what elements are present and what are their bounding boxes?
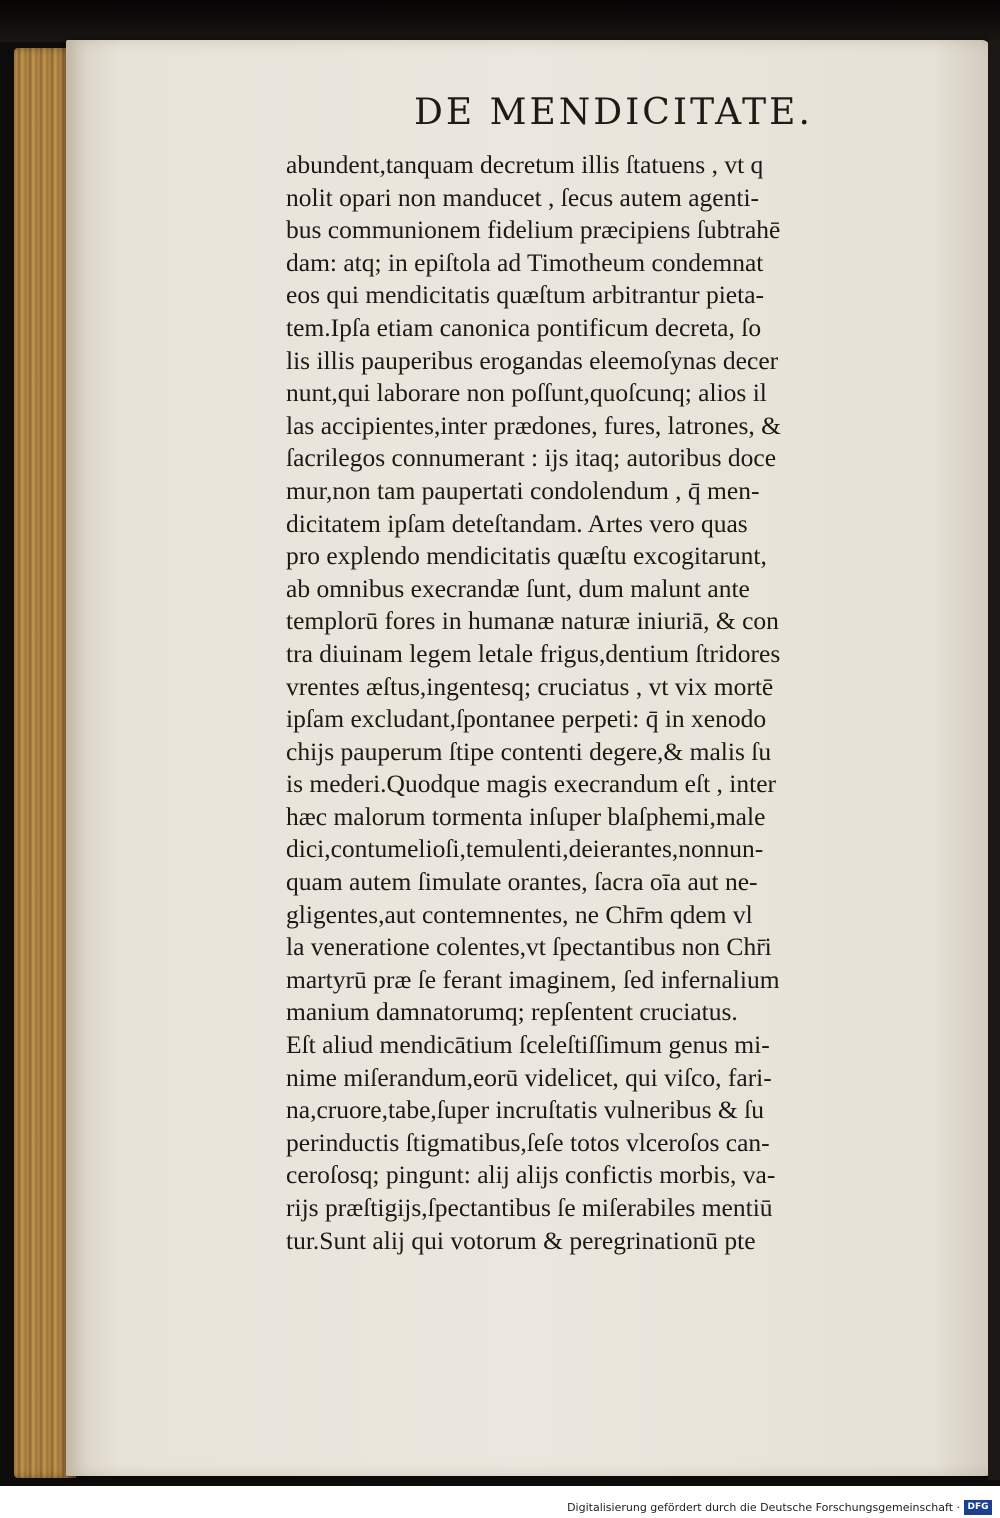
text-line: mur,non tam paupertati condolendum , q̄ men- xyxy=(286,475,760,505)
text-line: hæc malorum tormenta inſuper blaſphemi,male xyxy=(286,801,766,831)
text-line: dam: atq; in epiſtola ad Timotheum condemnat xyxy=(286,247,764,277)
text-line: lis illis pauperibus erogandas eleemoſynas decer xyxy=(286,345,779,375)
text-line: ipſam excludant,ſpontanee perpeti: q̄ in xenodo xyxy=(286,704,767,734)
text-line: las accipientes,inter prædones, fures, latrones, & xyxy=(286,410,781,440)
text-line: manium damnatorumq; repſentent cruciatus. xyxy=(286,997,738,1027)
text-line: ab omnibus execrandæ ſunt, dum malunt ante xyxy=(286,573,750,603)
text-line: chijs pauperum ſtipe contenti degere,& malis ſu xyxy=(286,736,772,766)
text-line: ſacrilegos connumerant : ijs itaq; autoribus doce xyxy=(286,443,777,473)
text-line: na,cruore,tabe,ſuper incruſtatis vulneribus & ſu xyxy=(286,1095,764,1125)
text-line: tem.Ipſa etiam canonica pontificum decreta, ſo xyxy=(286,312,762,342)
text-line: Eſt aliud mendicātium ſceleſtiſſimum genus mi- xyxy=(286,1030,770,1060)
text-line: rijs præſtigijs,ſpectantibus ſe miſerabiles mentiū xyxy=(286,1193,773,1222)
top-shadow xyxy=(0,0,1000,42)
text-line: nunt,qui laborare non poſſunt,quoſcunq; alios il xyxy=(286,378,767,408)
dfg-logo-icon: DFG xyxy=(964,1500,992,1515)
text-line: bus communionem fidelium præcipiens ſubtrahē xyxy=(286,215,781,245)
text-line: vrentes æſtus,ingentesq; cruciatus , vt vix mortē xyxy=(286,671,774,701)
digitization-credit: Digitalisierung gefördert durch die Deutsche Forschungsgemeinschaft · xyxy=(567,1501,960,1514)
text-line: nolit opari non manducet , ſecus autem agenti- xyxy=(286,182,760,212)
running-head: DE MENDICITATE. xyxy=(414,92,813,133)
text-line: perinductis ſtigmatibus,ſeſe totos vlceroſos can- xyxy=(286,1127,770,1157)
text-line: tur.Sunt alij qui votorum & peregrinationū pte xyxy=(286,1225,756,1255)
text-line: la veneratione colentes,vt ſpectantibus non Chr̄i xyxy=(286,932,772,962)
text-line: martyrū præ ſe ferant imaginem, ſed infernalium xyxy=(286,964,780,994)
text-line: templorū fores in humanæ naturæ iniuriā, & con xyxy=(286,606,779,636)
body-text xyxy=(286,149,781,1257)
text-line: eos qui mendicitatis quæſtum arbitrantur pieta- xyxy=(286,280,765,310)
text-line: is mederi.Quodque magis execrandum eſt , inter xyxy=(286,769,777,799)
text-line: dici,contumelioſi,temulenti,deierantes,nonnun- xyxy=(286,834,764,864)
text-line: tra diuinam legem letale frigus,dentium ſtridores xyxy=(286,638,781,668)
text-line: dicitatem ipſam deteſtandam. Artes vero quas xyxy=(286,508,748,538)
text-line: abundent,tanquam decretum illis ſtatuens , vt q xyxy=(286,150,764,179)
book-right-edge xyxy=(988,40,1000,1480)
text-line: gligentes,aut contemnentes, ne Chr̄m qdem vl xyxy=(286,899,753,929)
text-line: nime miſerandum,eorū videlicet, qui viſco, fari- xyxy=(286,1062,772,1092)
text-line: quam autem ſimulate orantes, ſacra oīa aut ne- xyxy=(286,867,758,897)
text-line: ceroſosq; pingunt: alij alijs confictis morbis, va- xyxy=(286,1160,776,1190)
text-line: pro explendo mendicitatis quæſtu excogitarunt, xyxy=(286,541,767,571)
